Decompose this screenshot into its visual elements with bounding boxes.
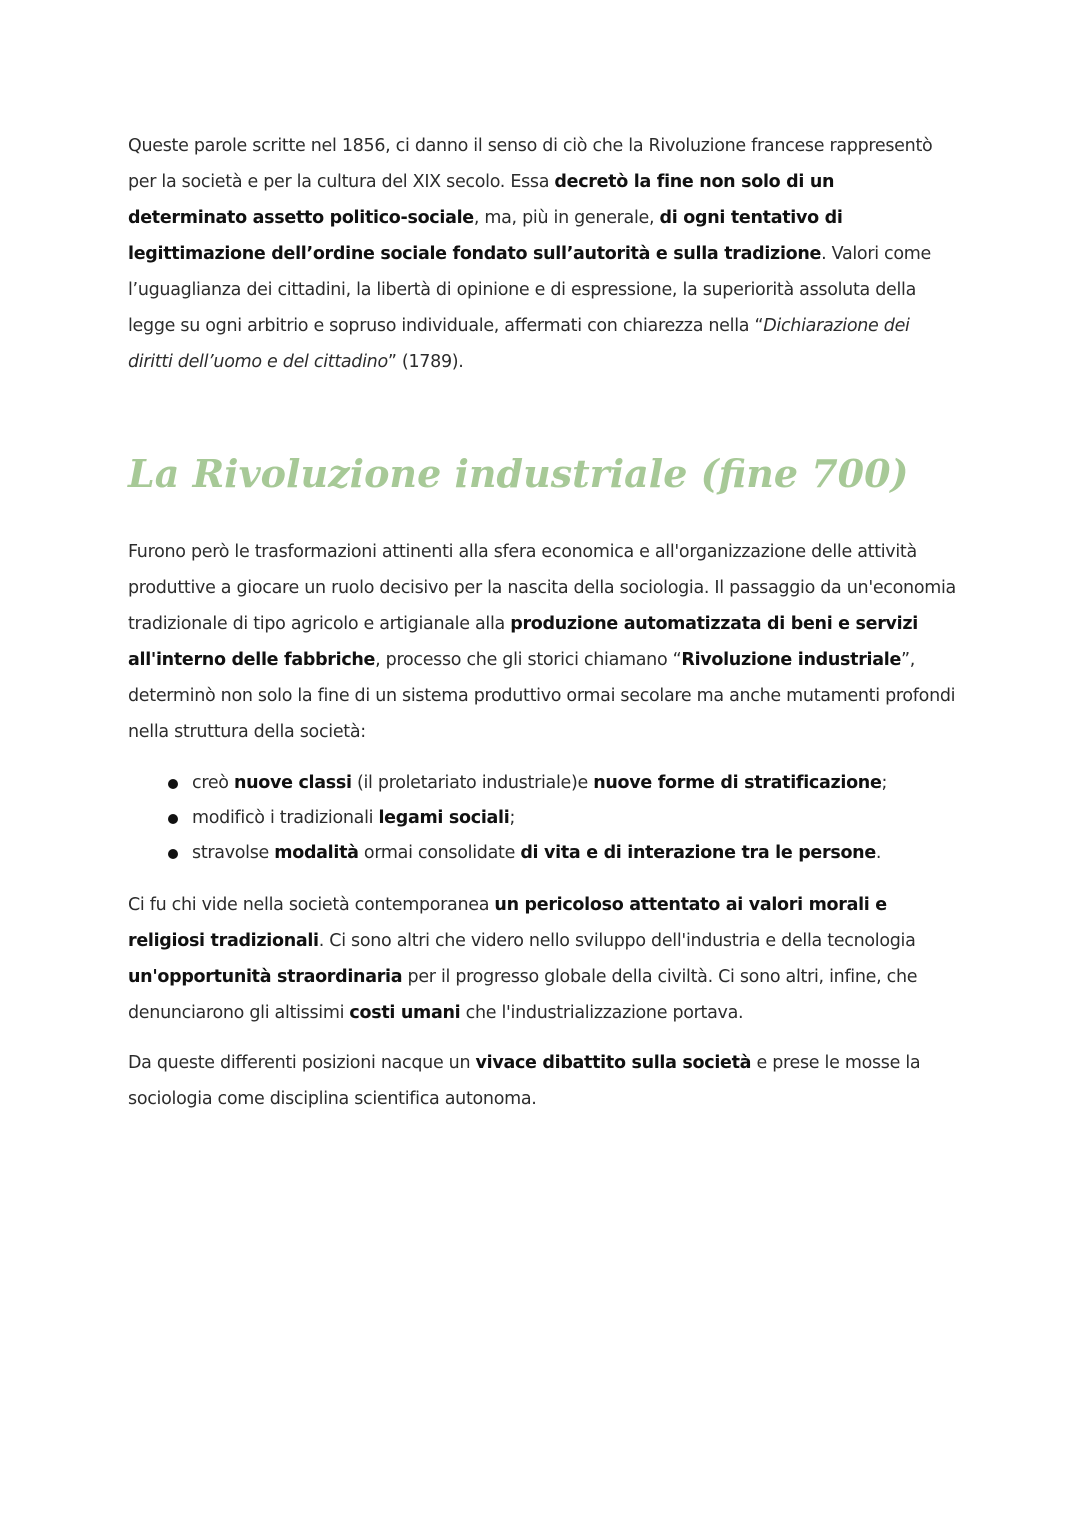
text-run: Da queste differenti posizioni nacque un (128, 1053, 476, 1073)
bullet-icon (168, 814, 178, 824)
paragraph-industrial-revolution (128, 534, 958, 750)
bold-run: costi umani (349, 1003, 461, 1023)
bold-run: un'opportunità straordinaria (128, 967, 403, 987)
list-item: modificò i tradizionali legami sociali; (168, 801, 958, 836)
bold-run: decretò la fine non solo di un determinato assetto politico-sociale (128, 172, 835, 228)
document-body (128, 128, 958, 1117)
section-heading: La Rivoluzione industriale (fine 700) (128, 451, 909, 496)
bold-run: di ogni tentativo di legittimazione dell’ordine sociale fondato sull’autorità e sulla tradizione (128, 208, 843, 264)
bold-run: un pericoloso attentato ai valori morali e religiosi tradizionali (128, 895, 887, 951)
text-run: . Valori come l’uguaglianza dei cittadini, la libertà di opinione e di espressione, la superiorità assoluta della legge su ogni arbitrio e sopruso individuale, affermati con chiarezza nella “ (128, 244, 932, 336)
italic-run: Dichiarazione dei diritti dell’uomo e del cittadino (128, 316, 910, 372)
bold-run: produzione automatizzata di beni e servizi all'interno delle fabbriche (128, 614, 918, 670)
text-run: , processo che gli storici chiamano “ (375, 650, 682, 670)
list-item: stravolse modalità ormai consolidate di vita e di interazione tra le persone. (168, 836, 958, 871)
bold-run: vivace dibattito sulla società (475, 1053, 752, 1073)
text-run: Ci fu chi vide nella società contemporanea (128, 895, 495, 915)
text-run: per il progresso globale della civiltà. Ci sono altri, infine, che denunciarono gli altissimi (128, 967, 918, 1023)
intro-paragraph (128, 128, 958, 380)
text-run: . Ci sono altri che videro nello sviluppo dell'industria e della tecnologia (318, 931, 916, 951)
bullet-icon (168, 779, 178, 789)
text-run: ”, determinò non solo la fine di un sistema produttivo ormai secolare ma anche mutamenti profondi nella struttura della società: (128, 650, 956, 742)
bold-run: Rivoluzione industriale (681, 650, 902, 670)
bullet-icon (168, 849, 178, 859)
text-run: e prese le mosse la sociologia come disciplina scientifica autonoma. (128, 1053, 921, 1109)
text-run: Furono però le trasformazioni attinenti alla sfera economica e all'organizzazione delle attività produttive a giocare un ruolo decisivo per la nascita della sociologia. Il passaggio da un'economia tradizionale di tipo agricolo e artigianale alla (128, 542, 956, 634)
text-run: che l'industrializzazione portava. (460, 1003, 744, 1023)
text-run: Queste parole scritte nel 1856, ci danno il senso di ciò che la Rivoluzione francese rappresentò per la società e per la cultura del XIX secolo. Essa (128, 136, 933, 192)
paragraph-reactions (128, 887, 958, 1031)
list-item: creò nuove classi (il proletariato industriale)e nuove forme di stratificazione; (168, 766, 958, 801)
paragraph-conclusion (128, 1045, 958, 1117)
bullet-list (128, 766, 958, 871)
text-run: ” (1789). (387, 352, 464, 372)
text-run: , ma, più in generale, (473, 208, 660, 228)
